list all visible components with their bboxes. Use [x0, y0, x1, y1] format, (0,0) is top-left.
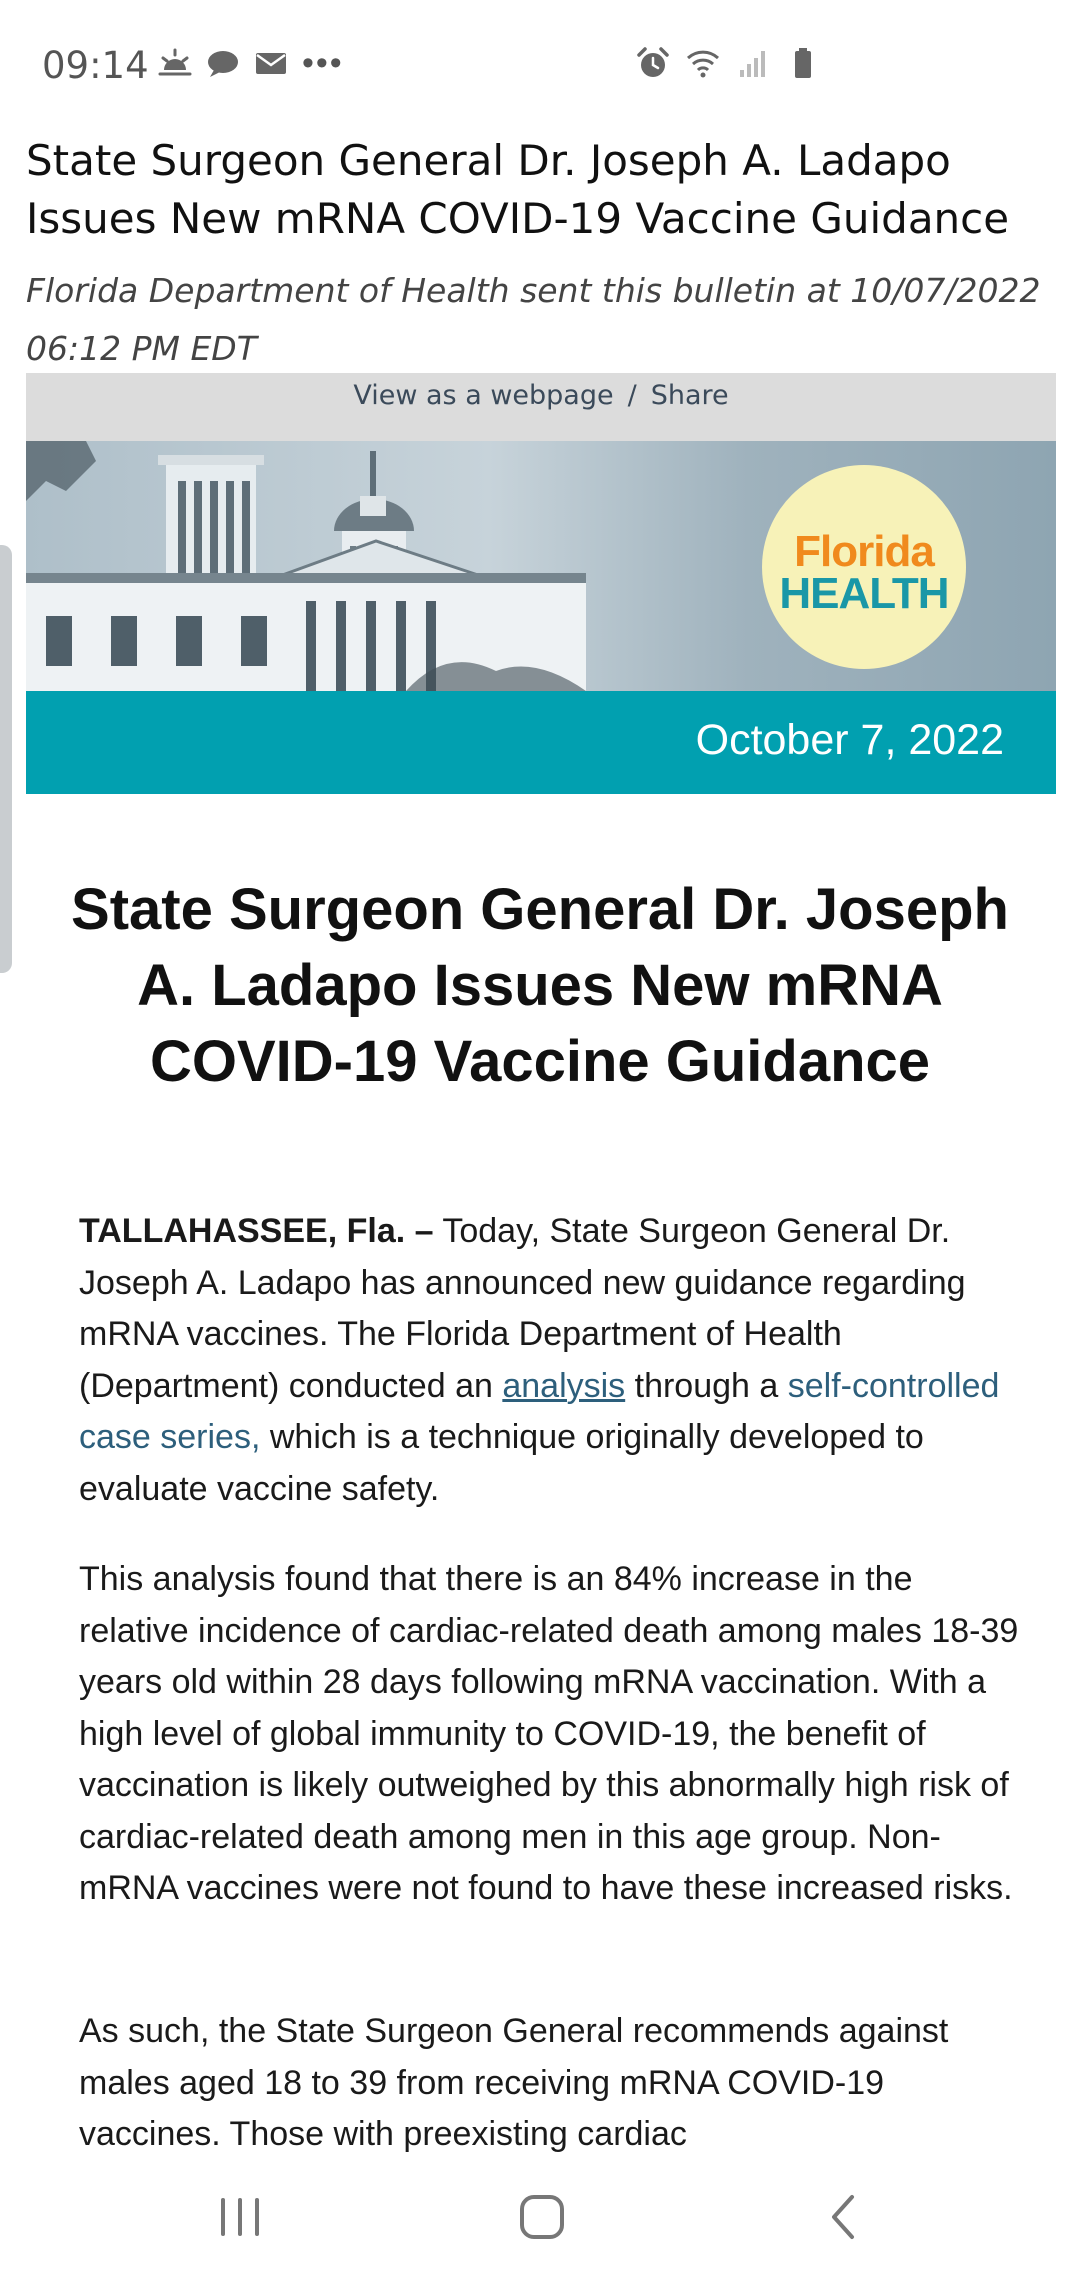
date-bar — [26, 691, 1056, 794]
status-time: 09:14 — [42, 44, 149, 87]
header-banner-image — [26, 441, 1056, 691]
email-subject: State Surgeon General Dr. Joseph A. Ladapo Issues New mRNA COVID-19 Vaccine Guidance — [26, 136, 1010, 243]
analysis-link[interactable]: analysis — [502, 1366, 626, 1405]
article-paragraph-1 — [79, 1206, 1019, 1515]
chat-bubble-icon — [206, 46, 240, 80]
logo-line-health: HEALTH — [779, 569, 949, 618]
more-notifications-icon: ••• — [302, 44, 344, 82]
self-controlled-case-series-link[interactable]: self-controlled case series, — [79, 1366, 1000, 1456]
view-separator: / — [627, 380, 637, 411]
home-icon[interactable] — [507, 2182, 577, 2252]
system-icons — [636, 46, 820, 80]
notification-icons — [158, 46, 344, 80]
wifi-icon — [686, 46, 720, 80]
navigation-bar — [0, 2160, 1080, 2280]
signal-icon — [736, 46, 770, 80]
email-sender-line: Florida Department of Health sent this bulletin at 10/07/2022 06:12 PM EDT — [26, 271, 1041, 368]
view-options-bar — [26, 373, 1056, 441]
article-paragraph-3: As such, the State Surgeon General recommends against males aged 18 to 39 from receiving mRNA COVID-19 vaccines. Those with preexisting cardiac — [79, 2012, 949, 2153]
email-icon — [254, 46, 288, 80]
paragraph-1-text-c: which is a technique originally developed to evaluate vaccine safety. — [79, 1418, 924, 1508]
status-bar — [0, 0, 1080, 130]
view-as-webpage-link[interactable]: View as a webpage — [353, 380, 614, 411]
recents-icon[interactable] — [205, 2182, 275, 2252]
article-headline: State Surgeon General Dr. Joseph A. Ladapo Issues New mRNA COVID-19 Vaccine Guidance — [71, 877, 1009, 1094]
weather-icon — [158, 46, 192, 80]
back-icon[interactable] — [810, 2182, 880, 2252]
paragraph-1-text-b: through a — [625, 1366, 788, 1405]
florida-health-logo — [762, 465, 966, 669]
edge-panel-handle[interactable] — [0, 545, 12, 973]
article-paragraph-2: This analysis found that there is an 84% increase in the relative incidence of cardiac-related death among males 18-39 years old within 28 days following mRNA vaccination. With a high level of global immunity to COVID-19, the benefit of vaccination is likely outweighed by this abnormally high risk of cardiac-related death among men in this age group. Non-mRNA vaccines were not found to have these increased risks. — [79, 1560, 1019, 1907]
battery-icon — [786, 46, 820, 80]
alarm-icon — [636, 46, 670, 80]
bulletin-date: October 7, 2022 — [695, 716, 1004, 764]
paragraph-1-text-a: Today, State Surgeon General Dr. Joseph A. Ladapo has announced new guidance regarding mRNA vaccines. The Florida Department of Health (Department) conducted an — [79, 1212, 966, 1405]
dateline: TALLAHASSEE, Fla. – — [79, 1212, 434, 1250]
logo-line-florida: Florida — [794, 527, 934, 576]
share-link[interactable]: Share — [650, 380, 729, 411]
